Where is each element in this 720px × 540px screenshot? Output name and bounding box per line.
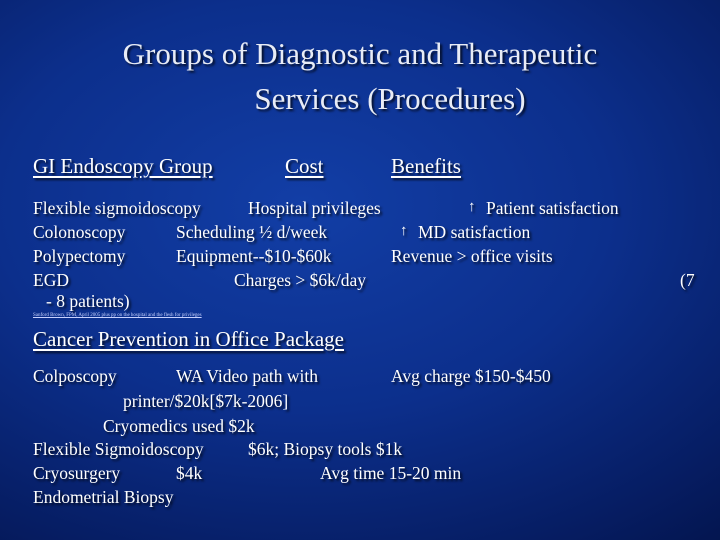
procedure-cryosurgery: Cryosurgery (33, 463, 121, 483)
gi-benefit-md-satisfaction: MD satisfaction (418, 222, 531, 242)
gi-benefit-revenue: Revenue > office visits (391, 246, 553, 266)
flexible-sigmoidoscopy-cost: $6k; Biopsy tools $1k (248, 439, 403, 459)
up-arrow-icon: ↑ (400, 223, 408, 239)
procedure-flexible-sigmoidoscopy: Flexible Sigmoidoscopy (33, 439, 204, 459)
colposcopy-equipment: WA Video path with (176, 366, 319, 386)
gi-cost-equipment: Equipment--$10-$60k (176, 246, 332, 266)
gi-procedure-colonoscopy: Colonoscopy (33, 222, 126, 242)
gi-cost-hospital-privileges: Hospital privileges (248, 198, 381, 218)
procedure-colposcopy: Colposcopy (33, 366, 117, 386)
colposcopy-avg-charge: Avg charge $150-$450 (391, 366, 551, 386)
gi-procedure-polypectomy: Polypectomy (33, 246, 126, 266)
header-cost: Cost (285, 154, 324, 178)
avg-time: Avg time 15-20 min (320, 463, 462, 483)
cryosurgery-cost: $4k (176, 463, 203, 483)
up-arrow-icon: ↑ (468, 199, 476, 215)
procedure-endometrial-biopsy: Endometrial Biopsy (33, 487, 174, 507)
gi-cost-scheduling: Scheduling ½ d/week (176, 222, 328, 242)
colposcopy-printer-cost: printer/$20k[$7k-2006] (123, 391, 289, 411)
gi-trailing-text: (7 (680, 270, 695, 290)
header-benefits: Benefits (391, 154, 461, 178)
slide-title-line-2: Services (Procedures) (254, 81, 526, 116)
gi-procedure-egd: EGD (33, 270, 69, 290)
gi-procedure-flexible-sigmoidoscopy: Flexible sigmoidoscopy (33, 198, 201, 218)
gi-benefit-patient-satisfaction: Patient satisfaction (486, 198, 619, 218)
slide-title-line-1: Groups of Diagnostic and Therapeutic (122, 36, 598, 71)
gi-cost-charges: Charges > $6k/day (234, 270, 367, 290)
header-gi-endoscopy-group: GI Endoscopy Group (33, 154, 213, 178)
gi-continuation: - 8 patients) (46, 291, 130, 311)
cancer-prevention-heading: Cancer Prevention in Office Package (33, 327, 344, 351)
cryomedics-cost: Cryomedics used $2k (103, 416, 255, 436)
source-citation: Sanford Brown, FPM, April 2005 plus pp on the hospital and the flesh for privileges (33, 313, 202, 318)
